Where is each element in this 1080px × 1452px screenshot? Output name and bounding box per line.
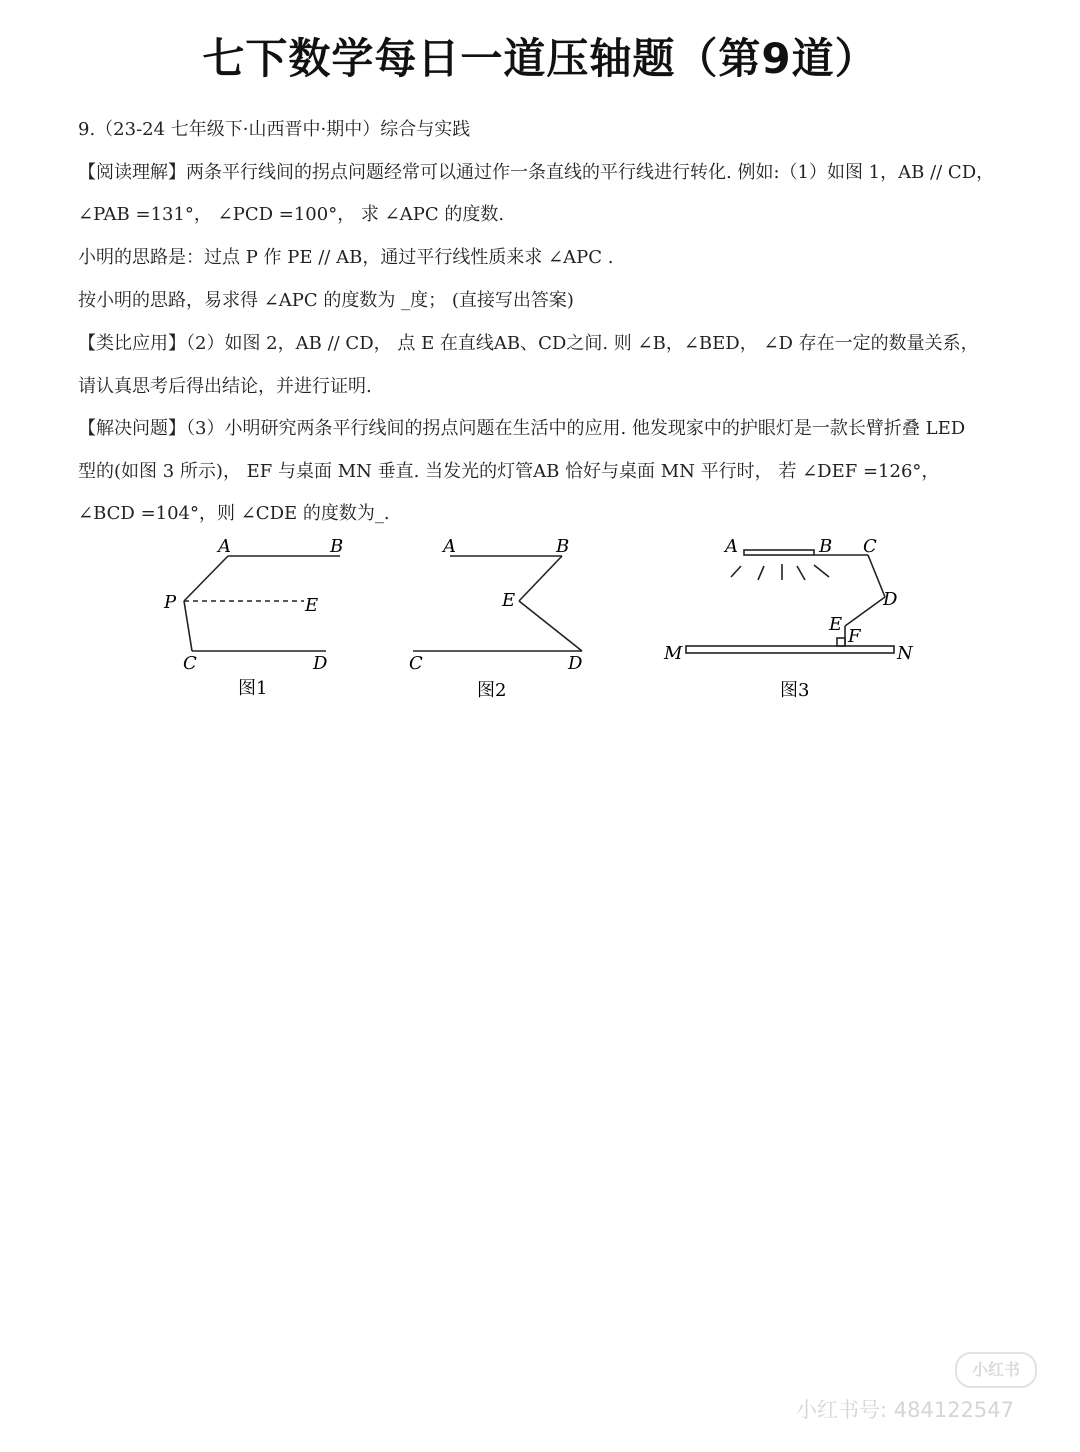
- problem-header: 9.（23-24 七年级下·山西晋中·期中）综合与实践: [78, 119, 471, 140]
- fig2-label-b: B: [556, 536, 570, 557]
- fig3-desk-mn: [686, 646, 894, 653]
- fig3-arm-de: [845, 597, 885, 626]
- problem-solving-text: 【解决问题】（3）小明研究两条平行线间的拐点问题在生活中的应用. 他发现家中的护眼灯是一款长臂折叠 LED: [78, 418, 966, 439]
- fig1-label-b: B: [330, 536, 344, 557]
- proof-instruction-text: 请认真思考后得出结论，并进行证明.: [78, 376, 372, 397]
- xiaoming-idea-text: 小明的思路是：过点 P 作 PE // AB，通过平行线性质来求 ∠APC .: [78, 247, 614, 268]
- fig3-caption: 图3: [780, 680, 810, 701]
- fig3-label-b: B: [819, 536, 833, 557]
- fig1-label-e: E: [305, 595, 319, 616]
- reading-comprehension-text: 【阅读理解】两条平行线间的拐点问题经常可以通过作一条直线的平行线进行转化. 例如:（1）如图 1，AB // CD，: [78, 162, 995, 183]
- fig1-label-a: A: [218, 536, 231, 557]
- fig3-light-ray: [731, 566, 741, 577]
- figure-3: [0, 530, 1080, 710]
- question-1-text: 按小明的思路，易求得 ∠APC 的度数为 _度； (直接写出答案): [78, 290, 574, 311]
- fig3-label-f: F: [848, 626, 861, 647]
- analogy-application-text: 【类比应用】（2）如图 2，AB // CD， 点 E 在直线AB、CD之间. 则 ∠B，∠BED， ∠D 存在一定的数量关系，: [78, 333, 979, 354]
- fig3-label-a: A: [725, 536, 738, 557]
- fig2-label-c: C: [409, 653, 423, 674]
- given-angles-text: ∠PAB =131°， ∠PCD =100°， 求 ∠APC 的度数.: [78, 204, 505, 225]
- page-title: 七下数学每日一道压轴题（第9道）: [202, 34, 878, 83]
- fig1-label-p: P: [164, 592, 177, 613]
- fig3-light-ray: [758, 566, 764, 580]
- fig3-label-e: E: [829, 614, 843, 635]
- fig3-light-ray: [797, 566, 805, 580]
- fig3-label-d: D: [883, 589, 898, 610]
- fig2-label-e: E: [502, 590, 516, 611]
- fig1-label-d: D: [313, 653, 328, 674]
- watermark-logo: 小红书: [955, 1352, 1037, 1388]
- fig1-label-c: C: [183, 653, 197, 674]
- question-3-text: ∠BCD =104°，则 ∠CDE 的度数为_.: [78, 503, 390, 524]
- fig3-light-ray: [814, 565, 829, 577]
- fig3-right-angle-mark: [837, 638, 845, 646]
- fig3-label-n: N: [897, 643, 913, 664]
- fig2-label-a: A: [443, 536, 456, 557]
- fig2-label-d: D: [568, 653, 583, 674]
- fig3-label-c: C: [863, 536, 877, 557]
- fig3-lamp-tube-ab: [744, 550, 814, 555]
- fig3-label-m: M: [664, 643, 683, 664]
- fig1-caption: 图1: [238, 678, 268, 699]
- lamp-description-text: 型的(如图 3 所示)， EF 与桌面 MN 垂直. 当发光的灯管AB 恰好与桌面 MN 平行时， 若 ∠DEF =126°，: [78, 461, 940, 482]
- watermark-id: 小红书号: 484122547: [796, 1398, 1014, 1422]
- fig2-caption: 图2: [477, 680, 507, 701]
